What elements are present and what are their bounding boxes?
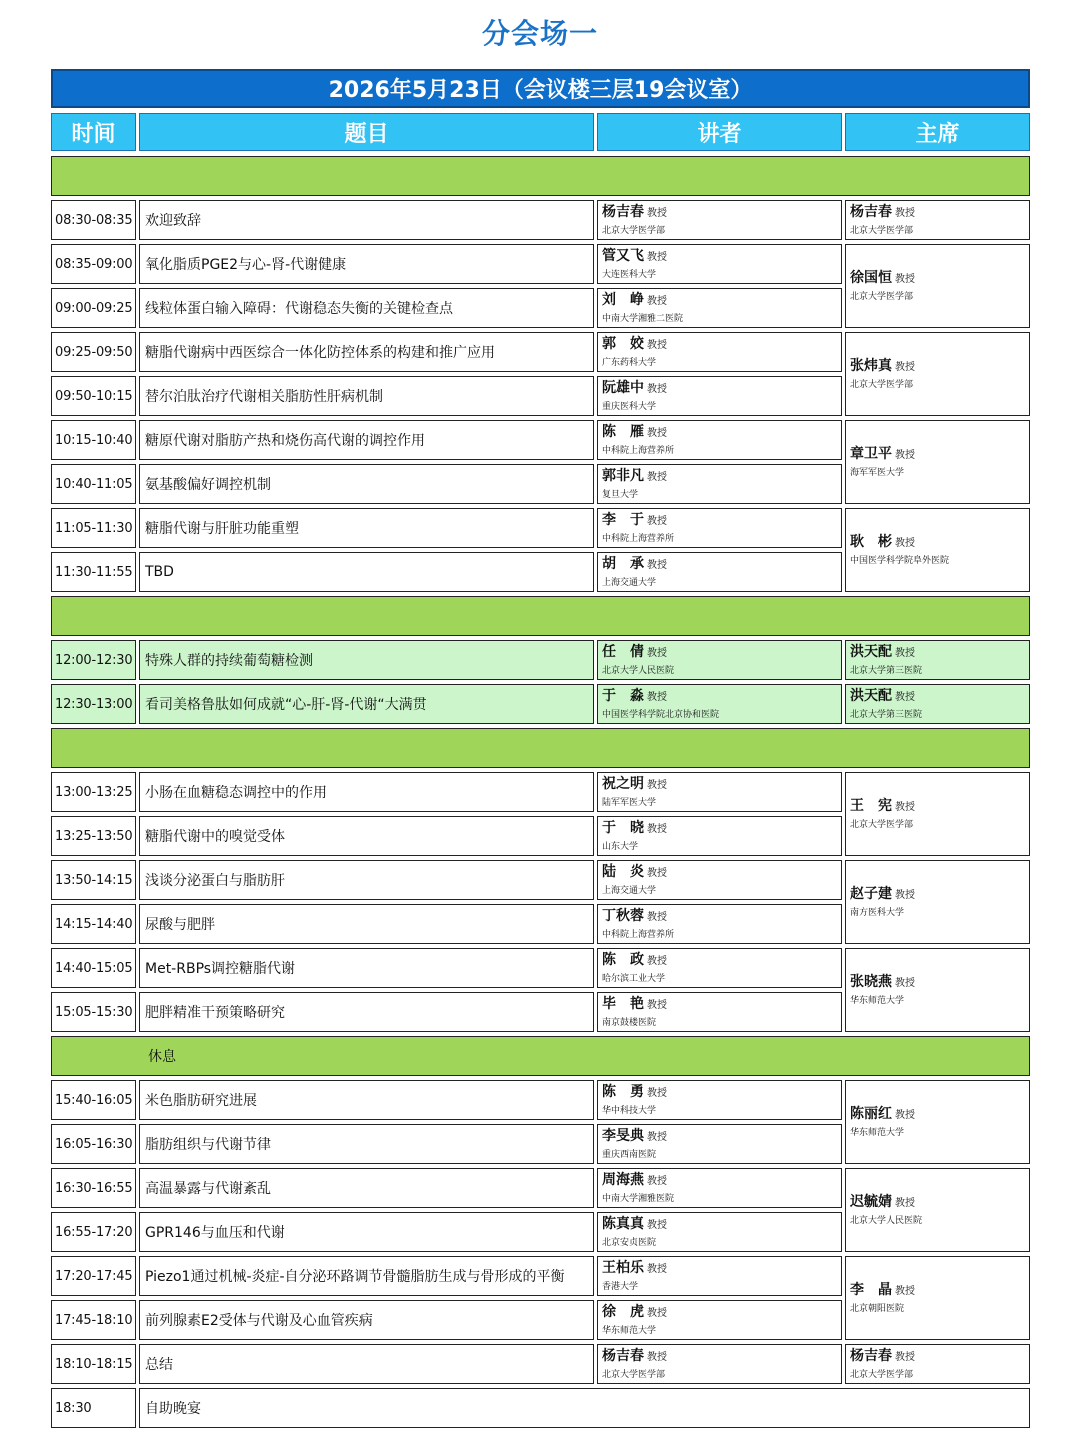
speaker-affiliation: 北京大学人民医院: [602, 666, 675, 676]
chair-cell: [845, 948, 1030, 1032]
header-time: 时间: [51, 113, 136, 151]
talk-time: 11:05-11:30: [51, 508, 136, 548]
speaker-title: 教授: [647, 1264, 667, 1276]
talk-topic: 线粒体蛋白输入障碍：代谢稳态失衡的关键检查点: [139, 288, 594, 328]
talk-topic: 总结: [139, 1344, 594, 1384]
chair-affiliation: 北京大学医学部: [850, 820, 914, 830]
speaker-name: 陈 政: [602, 952, 644, 969]
chair-cell: [845, 640, 1030, 680]
speaker-title: 教授: [647, 1308, 667, 1320]
chair-affiliation: 北京大学第三医院: [850, 666, 923, 676]
chair-cell: [845, 1168, 1030, 1252]
talk-topic: 自助晚宴: [139, 1388, 1030, 1428]
speaker-name: 杨吉春: [602, 1348, 644, 1365]
speaker-affiliation: 南京鼓楼医院: [602, 1018, 657, 1028]
speaker-cell: [597, 1124, 842, 1164]
speaker-name: 陈真真: [602, 1216, 644, 1233]
talk-time: 13:50-14:15: [51, 860, 136, 900]
chair-affiliation: 北京大学医学部: [850, 380, 914, 390]
speaker-title: 教授: [647, 472, 667, 484]
speaker-title: 教授: [647, 868, 667, 880]
speaker-cell: [597, 1080, 842, 1120]
chair-cell: [845, 1080, 1030, 1164]
speaker-title: 教授: [647, 516, 667, 528]
speaker-affiliation: 北京大学医学部: [602, 226, 666, 236]
speaker-affiliation: 复旦大学: [602, 490, 639, 500]
speaker-affiliation: 重庆医科大学: [602, 402, 657, 412]
talk-time: 17:45-18:10: [51, 1300, 136, 1340]
talk-time: 17:20-17:45: [51, 1256, 136, 1296]
talk-topic: TBD: [139, 552, 594, 592]
speaker-cell: [597, 1300, 842, 1340]
talk-topic: 看司美格鲁肽如何成就“心-肝-肾-代谢“大满贯: [139, 684, 594, 724]
speaker-name: 陈 雁: [602, 424, 644, 441]
header-speaker: 讲者: [597, 113, 842, 151]
talk-time: 16:55-17:20: [51, 1212, 136, 1252]
chair-name: 赵子建: [850, 886, 892, 903]
speaker-affiliation: 重庆西南医院: [602, 1150, 657, 1160]
chair-title: 教授: [895, 1110, 915, 1122]
talk-topic: Piezo1通过机械-炎症-自分泌环路调节骨髓脂肪生成与骨形成的平衡: [139, 1256, 594, 1296]
speaker-name: 李旻典: [602, 1128, 644, 1145]
talk-topic: 氨基酸偏好调控机制: [139, 464, 594, 504]
speaker-title: 教授: [647, 780, 667, 792]
talk-time: 16:30-16:55: [51, 1168, 136, 1208]
chair-affiliation: 中国医学科学院阜外医院: [850, 556, 950, 566]
speaker-name: 刘 峥: [602, 292, 644, 309]
speaker-affiliation: 中科院上海营养所: [602, 534, 675, 544]
talk-topic: 特殊人群的持续葡萄糖检测: [139, 640, 594, 680]
chair-affiliation: 南方医科大学: [850, 908, 905, 918]
talk-topic: Met-RBPs调控糖脂代谢: [139, 948, 594, 988]
talk-time: 15:05-15:30: [51, 992, 136, 1032]
speaker-affiliation: 大连医科大学: [602, 270, 657, 280]
speaker-title: 教授: [647, 1088, 667, 1100]
talk-time: 10:15-10:40: [51, 420, 136, 460]
speaker-affiliation: 华东师范大学: [602, 1326, 657, 1336]
speaker-cell: [597, 860, 842, 900]
speaker-cell: [597, 420, 842, 460]
chair-title: 教授: [895, 648, 915, 660]
chair-title: 教授: [895, 802, 915, 814]
speaker-name: 丁秋蓉: [602, 908, 644, 925]
chair-title: 教授: [895, 1352, 915, 1364]
talk-topic: 糖脂代谢病中西医综合一体化防控体系的构建和推广应用: [139, 332, 594, 372]
speaker-cell: [597, 684, 842, 724]
speaker-affiliation: 香港大学: [602, 1282, 639, 1292]
speaker-name: 阮雄中: [602, 380, 644, 397]
speaker-title: 教授: [647, 1352, 667, 1364]
chair-title: 教授: [895, 1286, 915, 1298]
speaker-title: 教授: [647, 648, 667, 660]
speaker-affiliation: 中科院上海营养所: [602, 446, 675, 456]
chair-name: 李 晶: [850, 1282, 892, 1299]
chair-affiliation: 北京大学人民医院: [850, 1216, 923, 1226]
talk-time: 12:30-13:00: [51, 684, 136, 724]
speaker-cell: [597, 1344, 842, 1384]
talk-time: 09:25-09:50: [51, 332, 136, 372]
section-bar: [51, 728, 1030, 768]
speaker-title: 教授: [647, 560, 667, 572]
chair-title: 教授: [895, 1198, 915, 1210]
talk-topic: 米色脂肪研究进展: [139, 1080, 594, 1120]
speaker-title: 教授: [647, 296, 667, 308]
speaker-name: 任 倩: [602, 644, 644, 661]
chair-cell: [845, 244, 1030, 328]
speaker-title: 教授: [647, 692, 667, 704]
talk-topic: 替尔泊肽治疗代谢相关脂肪性肝病机制: [139, 376, 594, 416]
chair-title: 教授: [895, 362, 915, 374]
speaker-name: 祝之明: [602, 776, 644, 793]
talk-time: 12:00-12:30: [51, 640, 136, 680]
talk-time: 08:30-08:35: [51, 200, 136, 240]
speaker-cell: [597, 464, 842, 504]
chair-affiliation: 北京大学第三医院: [850, 710, 923, 720]
talk-topic: 糖原代谢对脂肪产热和烧伤高代谢的调控作用: [139, 420, 594, 460]
chair-title: 教授: [895, 208, 915, 220]
speaker-name: 徐 虎: [602, 1304, 644, 1321]
talk-topic: 氧化脂质PGE2与心-肾-代谢健康: [139, 244, 594, 284]
chair-affiliation: 华东师范大学: [850, 996, 905, 1006]
talk-time: 13:25-13:50: [51, 816, 136, 856]
speaker-name: 郭非凡: [602, 468, 644, 485]
speaker-affiliation: 北京安贞医院: [602, 1238, 657, 1248]
section-bar: [51, 1036, 1030, 1076]
talk-time: 09:50-10:15: [51, 376, 136, 416]
chair-name: 洪天配: [850, 644, 892, 661]
speaker-cell: [597, 1212, 842, 1252]
chair-name: 徐国恒: [850, 270, 892, 287]
speaker-name: 陈 勇: [602, 1084, 644, 1101]
talk-topic: 尿酸与肥胖: [139, 904, 594, 944]
speaker-cell: [597, 992, 842, 1032]
section-bar: [51, 156, 1030, 196]
talk-topic: 肥胖精准干预策略研究: [139, 992, 594, 1032]
speaker-title: 教授: [647, 1176, 667, 1188]
talk-time: 13:00-13:25: [51, 772, 136, 812]
speaker-name: 周海燕: [602, 1172, 644, 1189]
chair-name: 杨吉春: [850, 1348, 892, 1365]
chair-name: 耿 彬: [850, 534, 892, 551]
speaker-affiliation: 中国医学科学院北京协和医院: [602, 710, 720, 720]
speaker-title: 教授: [647, 340, 667, 352]
speaker-title: 教授: [647, 208, 667, 220]
speaker-name: 于 淼: [602, 688, 644, 705]
chair-name: 洪天配: [850, 688, 892, 705]
speaker-title: 教授: [647, 1220, 667, 1232]
chair-cell: [845, 1256, 1030, 1340]
chair-title: 教授: [895, 890, 915, 902]
chair-name: 章卫平: [850, 446, 892, 463]
speaker-name: 李 于: [602, 512, 644, 529]
speaker-cell: [597, 948, 842, 988]
chair-affiliation: 北京大学医学部: [850, 1370, 914, 1380]
speaker-cell: [597, 332, 842, 372]
speaker-cell: [597, 552, 842, 592]
speaker-affiliation: 哈尔滨工业大学: [602, 974, 666, 984]
talk-topic: 糖脂代谢与肝脏功能重塑: [139, 508, 594, 548]
talk-topic: 高温暴露与代谢紊乱: [139, 1168, 594, 1208]
talk-time: 18:10-18:15: [51, 1344, 136, 1384]
talk-time: 14:40-15:05: [51, 948, 136, 988]
page-title: 分会场一: [481, 17, 598, 50]
speaker-title: 教授: [647, 912, 667, 924]
speaker-cell: [597, 508, 842, 548]
speaker-cell: [597, 640, 842, 680]
chair-title: 教授: [895, 978, 915, 990]
speaker-cell: [597, 1168, 842, 1208]
chair-title: 教授: [895, 538, 915, 550]
speaker-cell: [597, 1256, 842, 1296]
speaker-title: 教授: [647, 956, 667, 968]
chair-name: 迟毓婧: [850, 1194, 892, 1211]
chair-name: 王 宪: [850, 798, 892, 815]
speaker-affiliation: 华中科技大学: [602, 1106, 657, 1116]
speaker-name: 陆 炎: [602, 864, 644, 881]
chair-affiliation: 华东师范大学: [850, 1128, 905, 1138]
date-banner: 2026年5月23日（会议楼三层19会议室）: [51, 69, 1030, 108]
speaker-affiliation: 上海交通大学: [602, 886, 657, 896]
talk-topic: 脂肪组织与代谢节律: [139, 1124, 594, 1164]
chair-title: 教授: [895, 450, 915, 462]
talk-time: 11:30-11:55: [51, 552, 136, 592]
chair-cell: [845, 860, 1030, 944]
talk-time: 08:35-09:00: [51, 244, 136, 284]
speaker-affiliation: 中南大学湘雅医院: [602, 1194, 675, 1204]
speaker-affiliation: 中科院上海营养所: [602, 930, 675, 940]
speaker-title: 教授: [647, 252, 667, 264]
section-label: 休息: [148, 1049, 176, 1065]
speaker-title: 教授: [647, 1000, 667, 1012]
talk-time: 18:30: [51, 1388, 136, 1428]
speaker-cell: [597, 772, 842, 812]
speaker-affiliation: 陆军军医大学: [602, 798, 657, 808]
speaker-title: 教授: [647, 384, 667, 396]
chair-title: 教授: [895, 274, 915, 286]
talk-topic: 欢迎致辞: [139, 200, 594, 240]
chair-cell: [845, 508, 1030, 592]
chair-affiliation: 海军军医大学: [850, 468, 905, 478]
chair-cell: [845, 772, 1030, 856]
speaker-title: 教授: [647, 1132, 667, 1144]
talk-time: 15:40-16:05: [51, 1080, 136, 1120]
header-topic: 题目: [139, 113, 594, 151]
speaker-name: 管又飞: [602, 248, 644, 265]
speaker-name: 郭 姣: [602, 336, 644, 353]
speaker-name: 于 晓: [602, 820, 644, 837]
chair-name: 张晓燕: [850, 974, 892, 991]
talk-time: 10:40-11:05: [51, 464, 136, 504]
chair-cell: [845, 200, 1030, 240]
speaker-name: 杨吉春: [602, 204, 644, 221]
chair-name: 张炜真: [850, 358, 892, 375]
header-chair: 主席: [845, 113, 1030, 151]
speaker-affiliation: 广东药科大学: [602, 358, 657, 368]
talk-topic: 小肠在血糖稳态调控中的作用: [139, 772, 594, 812]
chair-name: 杨吉春: [850, 204, 892, 221]
chair-cell: [845, 1344, 1030, 1384]
speaker-affiliation: 中南大学湘雅二医院: [602, 314, 684, 324]
talk-topic: 前列腺素E2受体与代谢及心血管疾病: [139, 1300, 594, 1340]
speaker-affiliation: 山东大学: [602, 842, 639, 852]
chair-cell: [845, 420, 1030, 504]
talk-time: 16:05-16:30: [51, 1124, 136, 1164]
section-bar: [51, 596, 1030, 636]
chair-affiliation: 北京大学医学部: [850, 226, 914, 236]
chair-title: 教授: [895, 692, 915, 704]
talk-time: 09:00-09:25: [51, 288, 136, 328]
talk-topic: 浅谈分泌蛋白与脂肪肝: [139, 860, 594, 900]
speaker-cell: [597, 244, 842, 284]
speaker-name: 王柏乐: [602, 1260, 644, 1277]
speaker-cell: [597, 288, 842, 328]
speaker-cell: [597, 904, 842, 944]
chair-affiliation: 北京大学医学部: [850, 292, 914, 302]
talk-topic: 糖脂代谢中的嗅觉受体: [139, 816, 594, 856]
speaker-title: 教授: [647, 428, 667, 440]
speaker-affiliation: 上海交通大学: [602, 578, 657, 588]
speaker-name: 胡 承: [602, 556, 644, 573]
talk-topic: GPR146与血压和代谢: [139, 1212, 594, 1252]
chair-cell: [845, 332, 1030, 416]
chair-cell: [845, 684, 1030, 724]
speaker-cell: [597, 200, 842, 240]
speaker-affiliation: 北京大学医学部: [602, 1370, 666, 1380]
speaker-title: 教授: [647, 824, 667, 836]
speaker-cell: [597, 816, 842, 856]
speaker-name: 毕 艳: [602, 996, 644, 1013]
talk-time: 14:15-14:40: [51, 904, 136, 944]
chair-affiliation: 北京朝阳医院: [850, 1304, 905, 1314]
chair-name: 陈丽红: [850, 1106, 892, 1123]
speaker-cell: [597, 376, 842, 416]
